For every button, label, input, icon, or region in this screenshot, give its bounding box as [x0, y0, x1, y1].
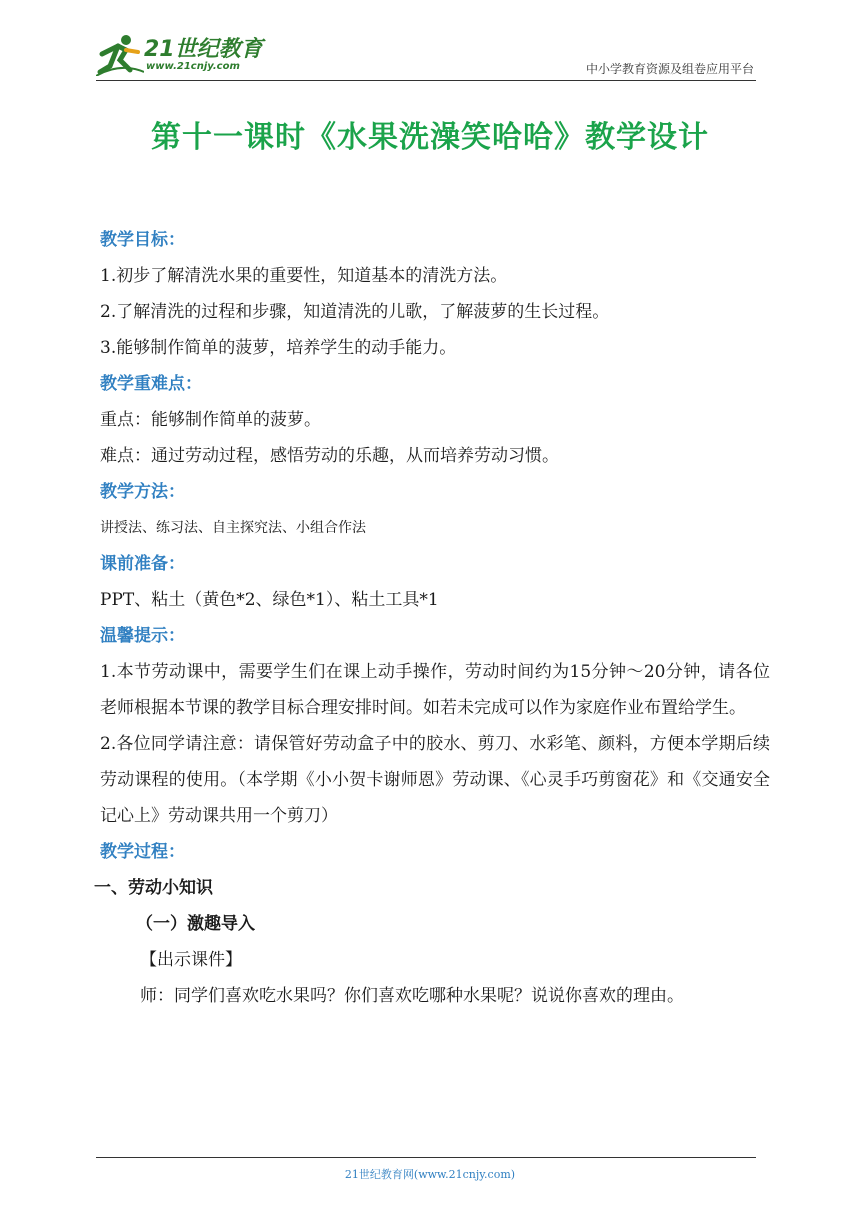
goal-item: 3.能够制作简单的菠萝，培养学生的动手能力。 [100, 338, 457, 358]
tip-paragraph: 2.各位同学请注意：请保管好劳动盒子中的胶水、剪刀、水彩笔、颜料，方便本学期后续劳动课程的使用。（本学期《小小贺卡谢师恩》劳动课、《心灵手巧剪窗花》和《交通安全记心上》劳动课共用一个剪刀） [100, 734, 770, 826]
subsection-heading: （一）激趣导入 [136, 914, 255, 934]
tips-heading: 温馨提示： [100, 626, 185, 646]
page-footer: 21世纪教育网(www.21cnjy.com) [344, 1168, 516, 1181]
methods-text: 讲授法、练习法、自主探究法、小组合作法 [100, 520, 366, 536]
section-heading: 一、劳动小知识 [94, 878, 213, 898]
logo-text: 21世纪教育 [144, 37, 263, 62]
key-point: 重点：能够制作简单的菠萝。 [100, 410, 321, 430]
logo-url: www.21cnjy.com [146, 61, 240, 72]
footer-divider [96, 1157, 756, 1158]
tip-paragraph: 1.本节劳动课中，需要学生们在课上动手操作，劳动时间约为15分钟～20分钟，请各位老师根据本节课的教学目标合理安排时间。如若未完成可以作为家庭作业布置给学生。 [100, 662, 770, 718]
show-courseware-label: 【出示课件】 [140, 950, 242, 970]
runner-logo-icon [96, 32, 144, 76]
header-platform-text: 中小学教育资源及组卷应用平台 [585, 62, 754, 76]
goal-item: 1.初步了解清洗水果的重要性，知道基本的清洗方法。 [100, 266, 508, 286]
methods-heading: 教学方法： [100, 482, 185, 502]
logo [96, 32, 296, 80]
page-title: 第十一课时《水果洗澡笑哈哈》教学设计 [151, 120, 709, 155]
page-header [96, 26, 756, 82]
key-points-heading: 教学重难点： [100, 374, 202, 394]
header-divider [96, 80, 756, 81]
goals-heading: 教学目标： [100, 230, 185, 250]
prep-heading: 课前准备： [100, 554, 185, 574]
prep-text: PPT、粘土（黄色*2、绿色*1）、粘土工具*1 [100, 590, 439, 610]
document-body [94, 222, 770, 1014]
process-heading: 教学过程： [100, 842, 185, 862]
teacher-line: 师：同学们喜欢吃水果吗？你们喜欢吃哪种水果呢？说说你喜欢的理由。 [140, 986, 684, 1006]
goal-item: 2.了解清洗的过程和步骤，知道清洗的儿歌，了解菠萝的生长过程。 [100, 302, 610, 322]
difficulty-point: 难点：通过劳动过程，感悟劳动的乐趣，从而培养劳动习惯。 [100, 446, 559, 466]
